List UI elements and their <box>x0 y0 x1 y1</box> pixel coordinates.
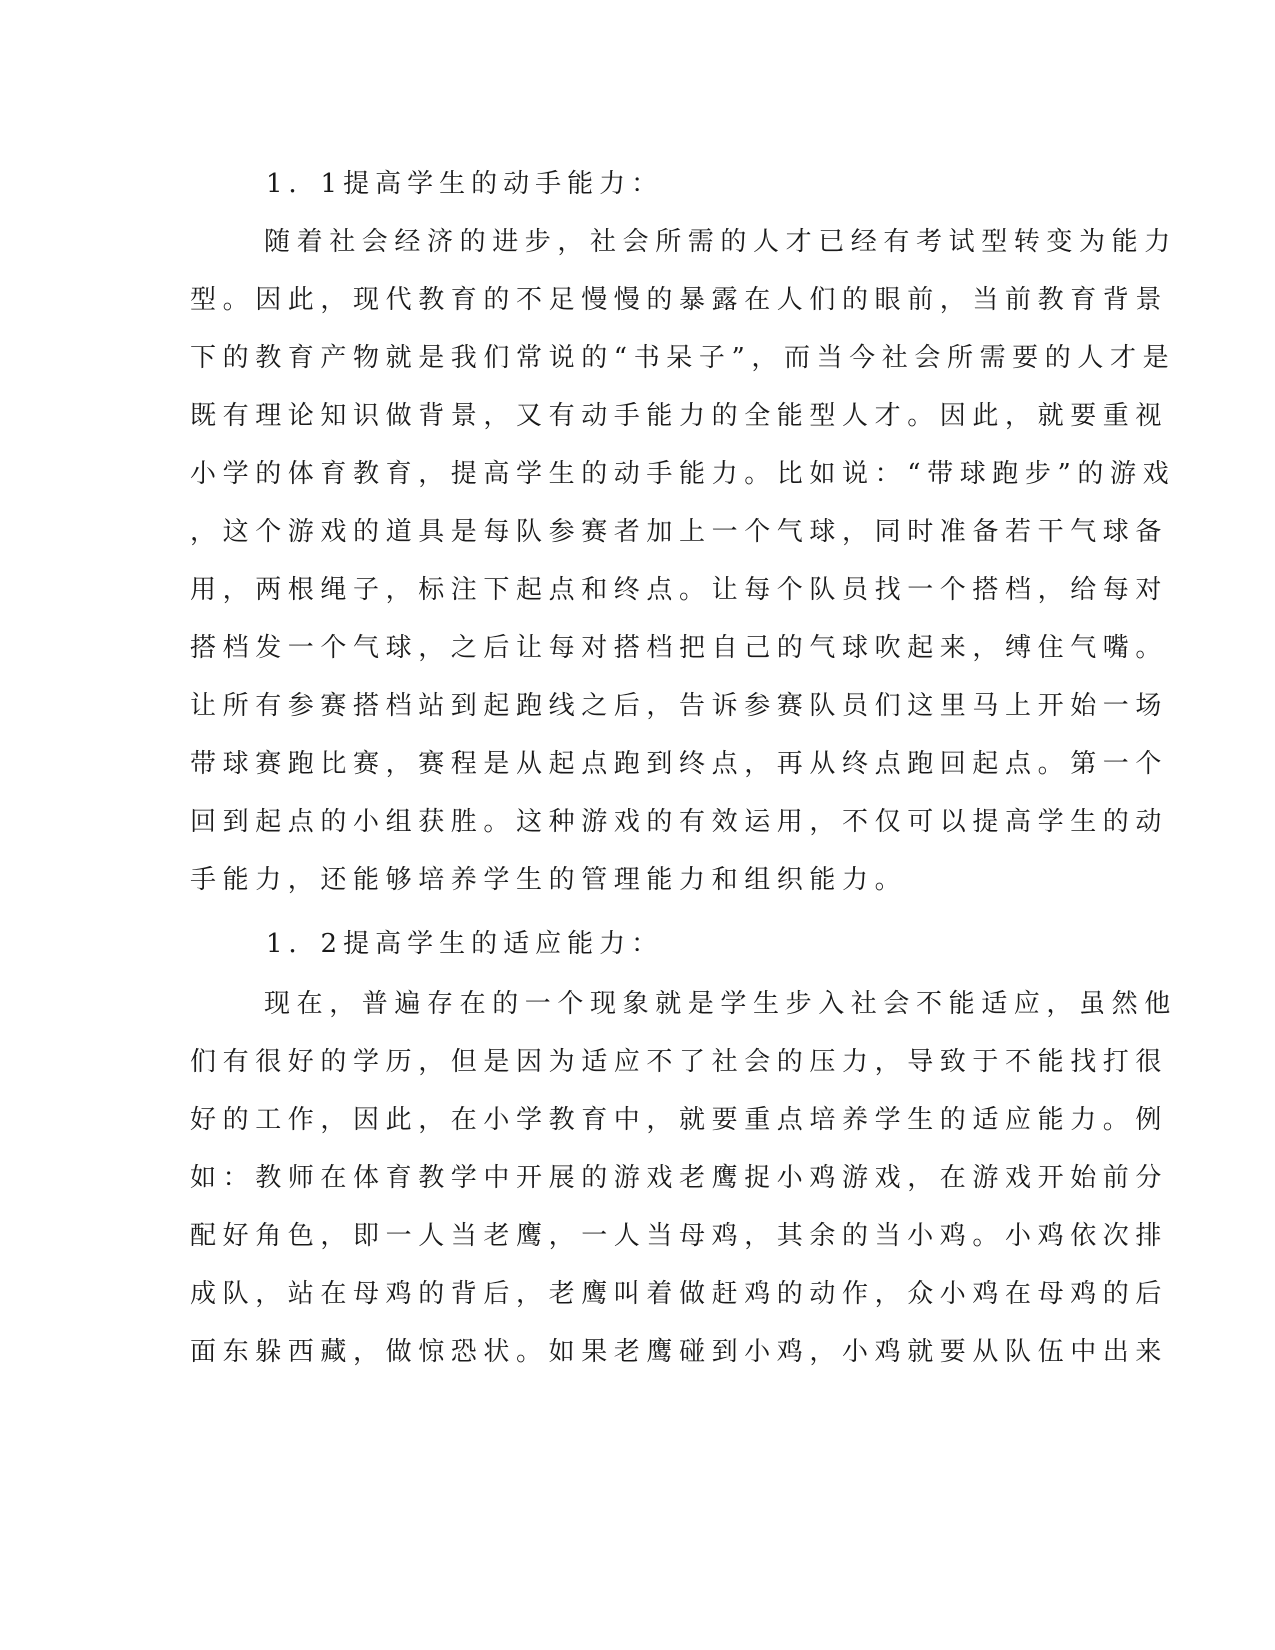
paragraph-line: 好的工作，因此，在小学教育中，就要重点培养学生的适应能力。例 <box>190 1105 1169 1135</box>
section-heading-1-1: 1．1提高学生的动手能力： <box>266 169 664 199</box>
paragraph-line: 带球赛跑比赛，赛程是从起点跑到终点，再从终点跑回起点。第一个 <box>190 749 1169 779</box>
paragraph-line: 配好角色，即一人当老鹰，一人当母鸡，其余的当小鸡。小鸡依次排 <box>190 1221 1169 1251</box>
paragraph-line: 下的教育产物就是我们常说的“书呆子”，而当今社会所需要的人才是 <box>190 343 1176 373</box>
paragraph-line: 成队，站在母鸡的背后，老鹰叫着做赶鸡的动作，众小鸡在母鸡的后 <box>190 1279 1169 1309</box>
paragraph-line: 型。因此，现代教育的不足慢慢的暴露在人们的眼前，当前教育背景 <box>190 285 1169 315</box>
paragraph-line: 如：教师在体育教学中开展的游戏老鹰捉小鸡游戏，在游戏开始前分 <box>190 1163 1169 1193</box>
paragraph-line: 现在，普遍存在的一个现象就是学生步入社会不能适应，虽然他 <box>264 989 1177 1019</box>
paragraph-line: 既有理论知识做背景，又有动手能力的全能型人才。因此，就要重视 <box>190 401 1169 431</box>
paragraph-line: 让所有参赛搭档站到起跑线之后，告诉参赛队员们这里马上开始一场 <box>190 691 1169 721</box>
paragraph-line: 小学的体育教育，提高学生的动手能力。比如说：“带球跑步”的游戏 <box>190 459 1176 489</box>
paragraph-line: 回到起点的小组获胜。这种游戏的有效运用，不仅可以提高学生的动 <box>190 807 1169 837</box>
paragraph-line: ，这个游戏的道具是每队参赛者加上一个气球，同时准备若干气球备 <box>190 517 1169 547</box>
paragraph-line: 面东躲西藏，做惊恐状。如果老鹰碰到小鸡，小鸡就要从队伍中出来 <box>190 1337 1169 1367</box>
paragraph-line: 搭档发一个气球，之后让每对搭档把自己的气球吹起来，缚住气嘴。 <box>190 633 1169 663</box>
section-heading-1-2: 1．2提高学生的适应能力： <box>266 929 664 959</box>
paragraph-line: 用，两根绳子，标注下起点和终点。让每个队员找一个搭档，给每对 <box>190 575 1169 605</box>
paragraph-line: 们有很好的学历，但是因为适应不了社会的压力，导致于不能找打很 <box>190 1047 1169 1077</box>
paragraph-line: 随着社会经济的进步，社会所需的人才已经有考试型转变为能力 <box>264 227 1177 257</box>
paragraph-line: 手能力，还能够培养学生的管理能力和组织能力。 <box>190 865 908 895</box>
